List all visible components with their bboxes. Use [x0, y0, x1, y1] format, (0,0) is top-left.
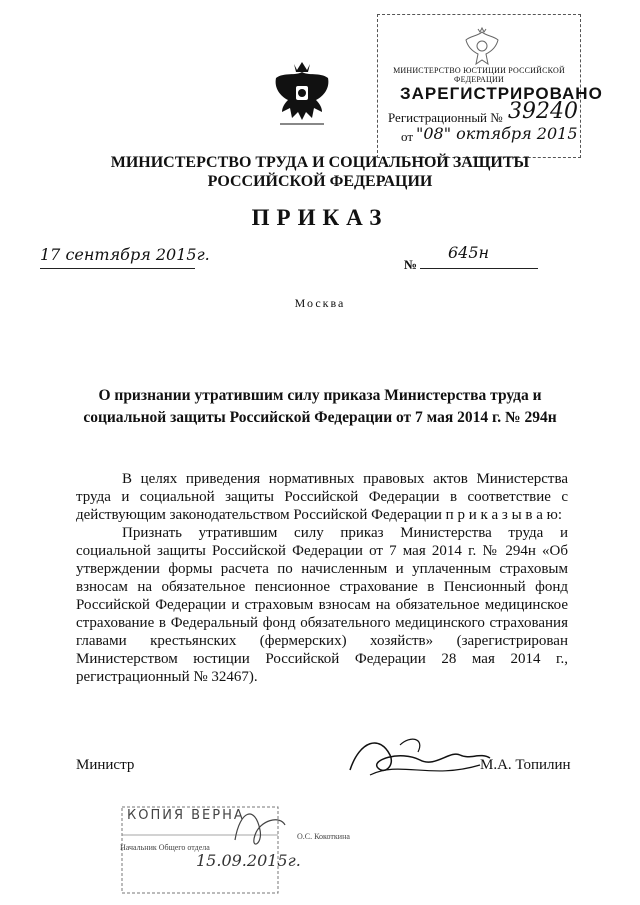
signatory-role: Министр	[76, 757, 135, 773]
document-type: ПРИКАЗ	[251, 205, 389, 230]
handwritten-signature	[340, 730, 500, 790]
copy-stamp-signature	[225, 800, 295, 860]
registration-ministry: МИНИСТЕРСТВО ЮСТИЦИИ РОССИЙСКОЙ ФЕДЕРАЦИИ	[393, 66, 565, 84]
body-paragraph-1: В целях приведения нормативных правовых актов Министерства труда и социальной защиты Российской Федерации в соответствие с действующим законодательством Российской Федерации п р и к а з ы в а ю:	[76, 471, 568, 523]
registration-title: ЗАРЕГИСТРИРОВАНО	[400, 84, 603, 103]
ministry-title	[60, 153, 580, 191]
order-date-line	[40, 268, 195, 269]
registration-number-label: Регистрационный №	[388, 110, 503, 125]
registration-date: "08" октября 2015	[416, 124, 578, 143]
eagle-emblem-icon	[462, 26, 502, 68]
order-number: 645н	[448, 243, 490, 262]
copy-stamp-date: 15.09.2015г.	[196, 851, 301, 870]
body-paragraph-2: Признать утратившим силу приказ Министерства труда и социальной защиты Российской Федерации от 7 мая 2014 г. № 294н «Об утверждении формы расчета по начисленным и уплаченным страховым взносам на обязательное пенсионное страхование в Пенсионный фонд Российской Федерации и страховым взносам на обязательное медицинское страхование в Федеральный фонд обязательного медицинского страхования главами крестьянских (фермерских) хозяйств» (зарегистрирован Министерством юстиции Российской Федерации 28 мая 2014 г., регистрационный № 32467).	[76, 525, 568, 685]
ministry-title-line2: РОССИЙСКОЙ ФЕДЕРАЦИИ	[207, 173, 433, 190]
registration-date-label: от	[401, 129, 414, 144]
city: Москва	[294, 296, 346, 310]
registration-number: 39240	[508, 99, 578, 124]
order-number-line	[420, 268, 538, 269]
heading-line1: О признании утратившим силу приказа Министерства труда и	[98, 387, 542, 404]
document-heading	[60, 385, 580, 429]
signatory-name: М.А. Топилин	[480, 757, 571, 773]
copy-stamp-title: КОПИЯ ВЕРНА	[127, 808, 245, 823]
order-date: 17 сентября 2015г.	[40, 245, 210, 264]
coat-of-arms-icon	[270, 58, 334, 132]
order-number-label: №	[404, 257, 418, 272]
copy-stamp-name: О.С. Кокоткина	[297, 832, 350, 841]
heading-line2: социальной защиты Российской Федерации от 7 мая 2014 г. № 294н	[83, 409, 557, 426]
copy-stamp-role: Начальник Общего отдела	[120, 843, 210, 852]
ministry-title-line1: МИНИСТЕРСТВО ТРУДА И СОЦИАЛЬНОЙ ЗАЩИТЫ	[110, 154, 530, 171]
